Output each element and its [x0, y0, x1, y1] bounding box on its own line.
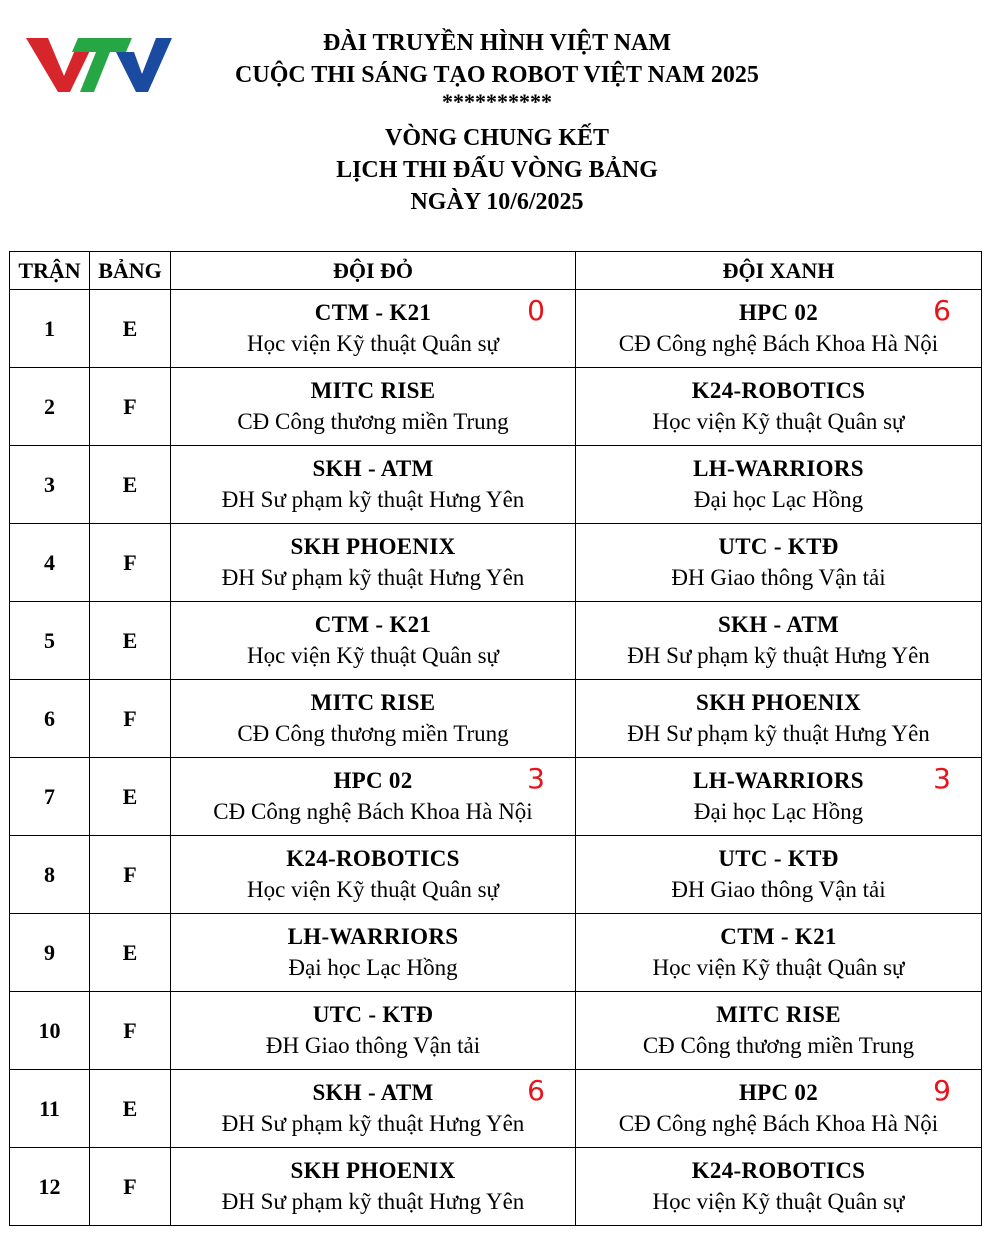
red-team-school: Đại học Lạc Hồng: [288, 955, 458, 980]
match-number: 1: [10, 290, 90, 368]
red-team-name: CTM - K21: [314, 300, 432, 325]
blue-team-name: SKH - ATM: [717, 612, 840, 637]
blue-team-score: 9: [933, 1074, 951, 1107]
red-team-score: 6: [527, 1074, 545, 1107]
red-team-school: Học viện Kỹ thuật Quân sự: [246, 643, 499, 668]
table-row: [10, 758, 982, 836]
blue-team-school: ĐH Giao thông Vận tải: [671, 877, 886, 902]
red-team-cell: [171, 290, 576, 368]
blue-team-name: SKH PHOENIX: [696, 690, 861, 715]
blue-team-name: UTC - KTĐ: [718, 534, 839, 559]
blue-team-cell: [576, 758, 982, 836]
table-row: [10, 836, 982, 914]
match-number: 5: [10, 602, 90, 680]
red-team-name: K24-ROBOTICS: [286, 846, 460, 871]
blue-team-score: 3: [933, 762, 951, 795]
blue-team-name: LH-WARRIORS: [693, 768, 864, 793]
blue-team-cell: [576, 368, 982, 446]
blue-team-cell: [576, 836, 982, 914]
blue-team-name: CTM - K21: [720, 924, 837, 949]
red-team-name: MITC RISE: [310, 378, 436, 403]
red-team-cell: [171, 680, 576, 758]
match-number: 12: [10, 1148, 90, 1226]
red-team-name: MITC RISE: [310, 690, 436, 715]
blue-team-school: Học viện Kỹ thuật Quân sự: [652, 409, 905, 434]
blue-team-name: K24-ROBOTICS: [691, 1158, 866, 1183]
blue-team-cell: [576, 1070, 982, 1148]
table-row: [10, 992, 982, 1070]
table-row: [10, 446, 982, 524]
blue-team-cell: [576, 914, 982, 992]
blue-team-school: Đại học Lạc Hồng: [693, 487, 864, 512]
red-team-cell: [171, 446, 576, 524]
red-team-cell: [171, 1070, 576, 1148]
blue-team-name: HPC 02: [738, 1080, 819, 1105]
blue-team-name: UTC - KTĐ: [718, 846, 839, 871]
red-team-cell: [171, 758, 576, 836]
table-row: [10, 290, 982, 368]
blue-team-score: 6: [933, 294, 951, 327]
header-match: TRẬN: [10, 252, 90, 290]
blue-team-school: ĐH Sư phạm kỹ thuật Hưng Yên: [627, 721, 930, 746]
match-number: 3: [10, 446, 90, 524]
table-row: [10, 680, 982, 758]
blue-team-school: Học viện Kỹ thuật Quân sự: [652, 955, 905, 980]
red-team-name: SKH PHOENIX: [290, 534, 456, 559]
red-team-score: 3: [527, 762, 545, 795]
red-team-name: CTM - K21: [314, 612, 432, 637]
blue-team-name: HPC 02: [738, 300, 819, 325]
red-team-cell: [171, 1148, 576, 1226]
table-row: [10, 1070, 982, 1148]
match-number: 8: [10, 836, 90, 914]
red-team-cell: [171, 524, 576, 602]
match-number: 7: [10, 758, 90, 836]
group-letter: F: [90, 524, 171, 602]
red-team-school: ĐH Giao thông Vận tải: [265, 1033, 481, 1058]
blue-team-cell: [576, 992, 982, 1070]
red-team-name: LH-WARRIORS: [287, 924, 459, 949]
match-number: 4: [10, 524, 90, 602]
red-team-cell: [171, 368, 576, 446]
match-number: 2: [10, 368, 90, 446]
group-letter: E: [90, 446, 171, 524]
header-group: BẢNG: [90, 252, 171, 290]
red-team-school: ĐH Sư phạm kỹ thuật Hưng Yên: [221, 1111, 525, 1136]
group-letter: F: [90, 680, 171, 758]
group-letter: F: [90, 368, 171, 446]
group-letter: E: [90, 1070, 171, 1148]
table-row: [10, 1148, 982, 1226]
red-team-name: HPC 02: [333, 768, 413, 793]
red-team-cell: [171, 914, 576, 992]
group-letter: E: [90, 914, 171, 992]
blue-team-name: K24-ROBOTICS: [691, 378, 866, 403]
red-team-cell: [171, 992, 576, 1070]
round-title: VÒNG CHUNG KẾT: [384, 125, 609, 151]
blue-team-cell: [576, 290, 982, 368]
blue-team-school: Đại học Lạc Hồng: [693, 799, 864, 824]
red-team-school: CĐ Công nghệ Bách Khoa Hà Nội: [213, 799, 533, 824]
header-blue-team: ĐỘI XANH: [576, 252, 982, 290]
red-team-school: Học viện Kỹ thuật Quân sự: [246, 331, 499, 356]
red-team-school: ĐH Sư phạm kỹ thuật Hưng Yên: [221, 565, 525, 590]
stars-divider: **********: [442, 89, 552, 114]
red-team-score: 0: [527, 294, 545, 327]
date-title: NGÀY 10/6/2025: [410, 189, 584, 215]
match-number: 11: [10, 1070, 90, 1148]
group-letter: F: [90, 836, 171, 914]
red-team-name: SKH - ATM: [312, 1080, 434, 1105]
blue-team-school: CĐ Công thương miền Trung: [642, 1033, 915, 1058]
table-row: [10, 524, 982, 602]
table-row: [10, 914, 982, 992]
blue-team-cell: [576, 524, 982, 602]
match-number: 9: [10, 914, 90, 992]
red-team-school: CĐ Công thương miền Trung: [237, 409, 509, 434]
red-team-name: SKH PHOENIX: [290, 1158, 456, 1183]
blue-team-cell: [576, 446, 982, 524]
red-team-school: Học viện Kỹ thuật Quân sự: [246, 877, 499, 902]
schedule-title: LỊCH THI ĐẤU VÒNG BẢNG: [336, 157, 658, 183]
org-title: ĐÀI TRUYỀN HÌNH VIỆT NAM: [322, 30, 672, 56]
blue-team-name: LH-WARRIORS: [693, 456, 864, 481]
schedule-table: [9, 251, 982, 1226]
blue-team-school: ĐH Sư phạm kỹ thuật Hưng Yên: [627, 643, 930, 668]
blue-team-cell: [576, 1148, 982, 1226]
blue-team-name: MITC RISE: [716, 1002, 841, 1027]
group-letter: E: [90, 758, 171, 836]
red-team-cell: [171, 836, 576, 914]
red-team-name: UTC - KTĐ: [312, 1002, 434, 1027]
blue-team-school: CĐ Công nghệ Bách Khoa Hà Nội: [618, 1111, 939, 1136]
blue-team-cell: [576, 602, 982, 680]
table-row: [10, 368, 982, 446]
red-team-school: ĐH Sư phạm kỹ thuật Hưng Yên: [221, 487, 525, 512]
red-team-school: ĐH Sư phạm kỹ thuật Hưng Yên: [221, 1189, 525, 1214]
contest-title: CUỘC THI SÁNG TẠO ROBOT VIỆT NAM 2025: [235, 62, 759, 88]
header-red-team: ĐỘI ĐỎ: [171, 252, 576, 290]
blue-team-school: ĐH Giao thông Vận tải: [671, 565, 886, 590]
red-team-school: CĐ Công thương miền Trung: [237, 721, 509, 746]
group-letter: E: [90, 602, 171, 680]
blue-team-school: CĐ Công nghệ Bách Khoa Hà Nội: [618, 331, 939, 356]
table-header-row: [10, 252, 982, 290]
group-letter: E: [90, 290, 171, 368]
red-team-name: SKH - ATM: [312, 456, 434, 481]
table-row: [10, 602, 982, 680]
blue-team-cell: [576, 680, 982, 758]
blue-team-school: Học viện Kỹ thuật Quân sự: [652, 1189, 905, 1214]
red-team-cell: [171, 602, 576, 680]
group-letter: F: [90, 1148, 171, 1226]
group-letter: F: [90, 992, 171, 1070]
match-number: 6: [10, 680, 90, 758]
match-number: 10: [10, 992, 90, 1070]
